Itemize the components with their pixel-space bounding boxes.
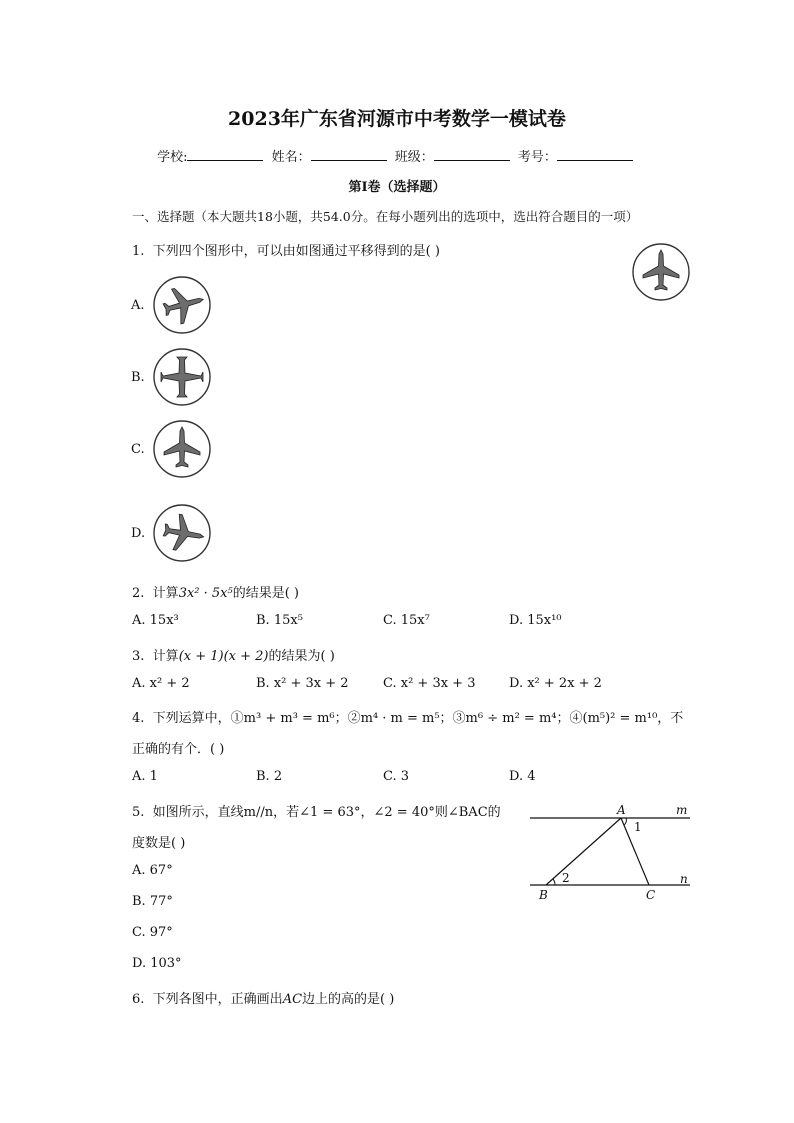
name-label: 姓名： (271, 150, 311, 165)
label-angle-2: 2 (562, 871, 570, 885)
label-angle-1: 1 (634, 820, 642, 834)
question-number: 6. (132, 992, 145, 1007)
question-text: 的结果是( ) (232, 586, 299, 601)
question-text: 的结果为( ) (268, 649, 335, 664)
q5-option-b[interactable]: B. 77° (132, 894, 173, 909)
label-n: n (680, 872, 688, 886)
q2-option-d[interactable]: D. 15x¹⁰ (509, 613, 562, 628)
q2-option-c[interactable]: C. 15x⁷ (383, 613, 430, 628)
question-text: 下列各图中，正确画出 (152, 992, 283, 1007)
class-blank[interactable] (434, 148, 510, 161)
airplane-option-c-icon[interactable] (151, 418, 213, 480)
volume-heading: 第I卷（选择题） (348, 180, 446, 195)
question-text-line2: 度数是( ) (132, 836, 186, 851)
question-text: 下列四个图形中，可以由如图通过平移得到的是( ) (152, 244, 440, 259)
q5-option-c[interactable]: C. 97° (132, 925, 173, 940)
q3-option-c[interactable]: C. x² + 3x + 3 (383, 676, 476, 691)
q2-option-a[interactable]: A. 15x³ (132, 613, 179, 628)
question-number: 1. (132, 244, 145, 259)
q4-option-b[interactable]: B. 2 (256, 769, 283, 784)
label-c: C (646, 888, 656, 900)
question-number: 4. (132, 711, 145, 726)
class-label: 班级： (394, 150, 434, 165)
question-4 (132, 707, 683, 726)
label-m: m (676, 803, 688, 817)
q5-option-a[interactable]: A. 67° (132, 863, 173, 878)
q4-option-d[interactable]: D. 4 (509, 769, 536, 784)
label-a: A (617, 803, 626, 817)
airplane-option-a-icon[interactable] (151, 274, 213, 336)
q1-option-d[interactable]: D. (131, 526, 146, 541)
question-number: 3. (132, 649, 145, 664)
question-3 (132, 645, 335, 664)
airplane-option-b-icon[interactable] (151, 346, 213, 408)
label-b: B (539, 888, 548, 900)
question-2 (132, 582, 299, 601)
q4-option-a[interactable]: A. 1 (132, 769, 158, 784)
exam-no-blank[interactable] (557, 148, 633, 161)
q2-option-b[interactable]: B. 15x⁵ (256, 613, 303, 628)
math-expression: AC (282, 992, 303, 1007)
question-number: 5. (132, 805, 145, 820)
student-info-line (0, 146, 794, 165)
exam-no-label: 考号： (517, 150, 557, 165)
question-text-line1: 如图所示，直线m//n，若∠1 = 63°，∠2 = 40°则∠BAC的 (152, 805, 501, 820)
q1-option-b[interactable]: B. (131, 370, 145, 385)
question-text-line2: 正确的有个．( ) (132, 742, 225, 757)
question-number: 2. (132, 586, 145, 601)
parallel-lines-figure (524, 800, 704, 900)
question-text: 计算 (152, 586, 179, 601)
q4-option-c[interactable]: C. 3 (383, 769, 410, 784)
question-text: 边上的高的是( ) (302, 992, 395, 1007)
airplane-option-d-icon[interactable] (151, 502, 213, 564)
question-6 (132, 988, 394, 1007)
question-text: 计算 (152, 649, 179, 664)
q3-option-d[interactable]: D. x² + 2x + 2 (509, 676, 602, 691)
airplane-icon (629, 240, 693, 304)
question-1 (132, 240, 440, 259)
name-blank[interactable] (311, 148, 387, 161)
section-heading: 一、选择题（本大题共18小题，共54.0分。在每小题列出的选项中，选出符合题目的一项） (132, 209, 639, 224)
q3-option-b[interactable]: B. x² + 3x + 2 (256, 676, 349, 691)
q1-option-c[interactable]: C. (131, 442, 145, 457)
q1-option-a[interactable]: A. (131, 298, 145, 313)
q3-option-a[interactable]: A. x² + 2 (132, 676, 190, 691)
school-label: 学校: (157, 150, 188, 165)
school-blank[interactable] (187, 148, 263, 161)
page-title: 2023年广东省河源市中考数学一模试卷 (228, 108, 566, 130)
math-expression: 3x² · 5x⁵ (178, 586, 233, 601)
q5-option-d[interactable]: D. 103° (132, 956, 182, 971)
question-text-line1: 下列运算中，①m³ + m³ = m⁶；②m⁴ · m = m⁵；③m⁶ ÷ m² = m⁴；④(m⁵)² = m¹⁰，不 (152, 711, 684, 726)
math-expression: (x + 1)(x + 2) (178, 649, 269, 664)
question-5 (132, 801, 501, 820)
